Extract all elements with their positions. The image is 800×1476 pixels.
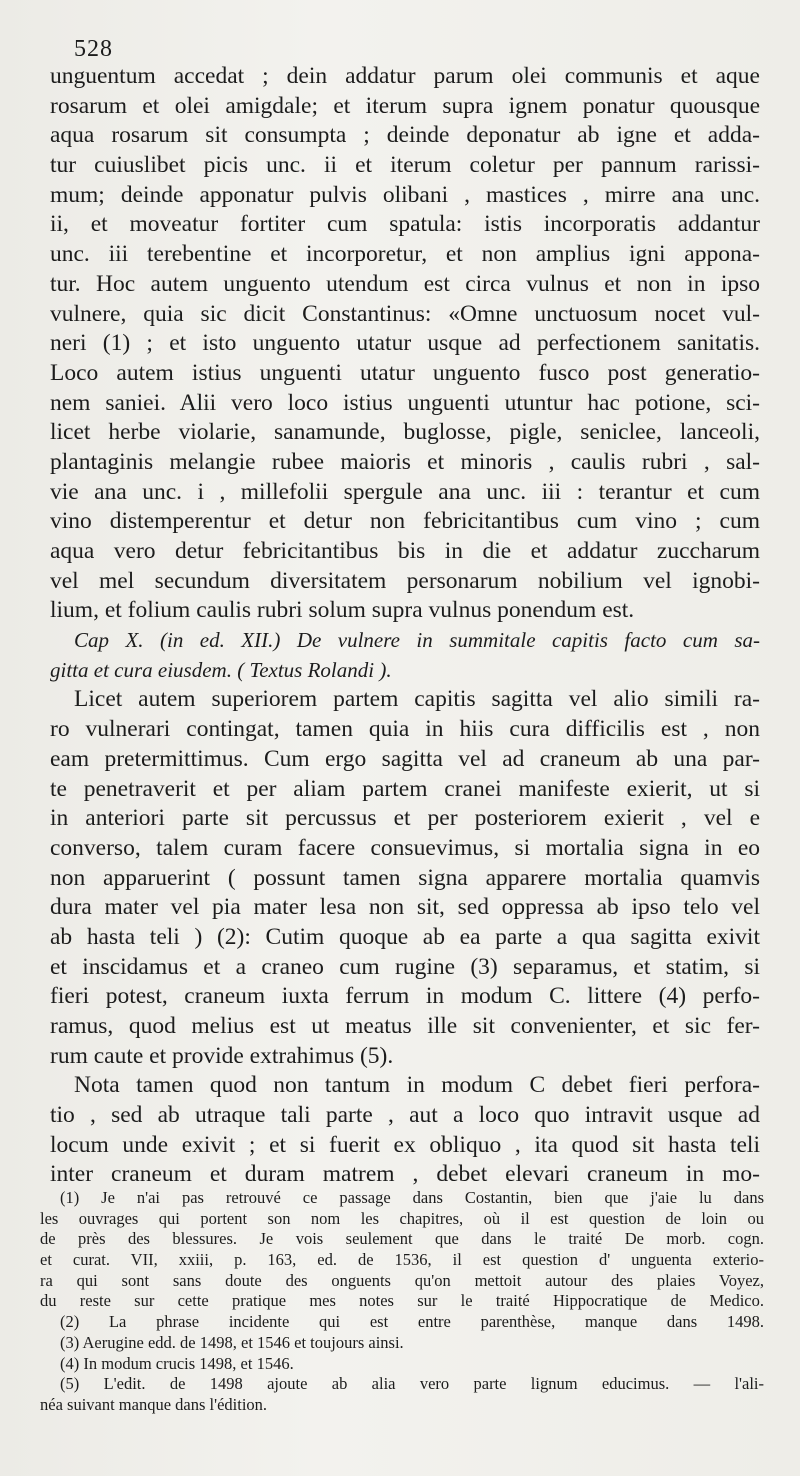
footnote-line: (1) Je n'ai pas retrouvé ce passage dans Costantin, bien que j'aie lu dans <box>60 1188 764 1207</box>
footnote-line: (2) La phrase incidente qui est entre parenthèse, manque dans 1498. <box>60 1312 764 1332</box>
footnote-line: les ouvrages qui portent son nom les chapitres, où il est question de loin ou <box>40 1208 764 1228</box>
text-line: ro vulnerari contingat, tamen quia in hiis cura difficilis est , non <box>50 716 760 743</box>
text-line: aqua vero detur febricitantibus bis in die et addatur zuccharum <box>50 538 760 564</box>
text-line: vino distemperentur et detur non febricitantibus cum vino ; cum <box>50 508 760 535</box>
text-line: fieri potest, craneum iuxta ferrum in modum C. littere (4) perfo- <box>50 983 760 1010</box>
footnote-line: de près des blessures. Je vois seulement que dans le traité De morb. cogn. <box>40 1229 764 1249</box>
text-line: rum caute et provide extrahimus (5). <box>50 1042 394 1069</box>
text-line: ramus, quod melius est ut meatus ille sit convenienter, et sic fer- <box>50 1013 760 1039</box>
text-line: ii, et moveatur fortiter cum spatula: istis incorporatis addantur <box>50 211 760 238</box>
footnote-line: néa suivant manque dans l'édition. <box>40 1394 268 1414</box>
text-line: inter craneum et duram matrem , debet elevari craneum in mo- <box>50 1161 760 1188</box>
footnote-line: du reste sur cette pratique mes notes sur le traité Hippocratique de Medico. <box>40 1291 764 1311</box>
text-line: vie ana unc. i , millefolii spergule ana unc. iii : terantur et cum <box>50 478 760 505</box>
footnote-line: ra qui sont sans doute des onguents qu'on mettoit autour des plaies Voyez, <box>40 1270 764 1290</box>
text-line: Loco autem istius unguenti utatur unguento fusco post generatio- <box>50 359 760 386</box>
text-line: te penetraverit et per aliam partem cranei manifeste exierit, ut si <box>50 775 760 802</box>
text-line: licet herbe violarie, sanamunde, buglosse, pigle, seniclee, lanceoli, <box>50 419 760 446</box>
text-line: Nota tamen quod non tantum in modum C debet fieri perfora- <box>74 1072 760 1099</box>
text-line: vulnere, quia sic dicit Constantinus: «Omne unctuosum nocet vul- <box>50 300 760 327</box>
text-line: tio , sed ab utraque tali parte , aut a loco quo intravit usque ad <box>50 1102 760 1129</box>
text-line: aqua rosarum sit consumpta ; deinde deponatur ab igne et adda- <box>50 122 760 149</box>
main-text <box>50 62 760 1190</box>
text-line: eam pretermittimus. Cum ergo sagitta vel ad craneum ab una par- <box>50 745 760 772</box>
text-line: non apparuerint ( possunt tamen signa apparere mortalia quamvis <box>50 864 760 891</box>
text-line: lium, et folium caulis rubri solum supra vulnus ponendum est. <box>50 597 635 624</box>
footnote-line: (5) L'edit. de 1498 ajoute ab alia vero parte lignum educimus. — l'ali- <box>60 1374 764 1394</box>
text-line: vel mel secundum diversitatem personarum nobilium vel ignobi- <box>50 567 760 594</box>
footnote-line: et curat. VII, xxiii, p. 163, ed. de 1536, il est question d' unguenta exterio- <box>40 1250 764 1270</box>
text-line: locum unde exivit ; et si fuerit ex obliquo , ita quod sit hasta teli <box>50 1131 760 1158</box>
footnotes <box>40 1188 764 1416</box>
page-number: 528 <box>74 36 113 62</box>
text-line: in anteriori parte sit percussus et per posteriorem exierit , vel e <box>50 805 760 832</box>
text-line: mum; deinde apponatur pulvis olibani , mastices , mirre ana unc. <box>50 181 760 208</box>
footnote-line: (3) Aerugine edd. de 1498, et 1546 et toujours ainsi. <box>60 1332 404 1352</box>
text-line: et inscidamus et a craneo cum rugine (3) separamus, et statim, si <box>50 953 760 980</box>
text-line: ab hasta teli ) (2): Cutim quoque ab ea parte a qua sagitta exivit <box>50 923 760 950</box>
footnote-line: (4) In modum crucis 1498, et 1546. <box>60 1353 294 1373</box>
text-line: neri (1) ; et isto unguento utatur usque ad perfectionem sanitatis. <box>50 330 760 357</box>
text-line: Licet autem superiorem partem capitis sagitta vel alio simili ra- <box>74 686 760 713</box>
text-line: tur cuiuslibet picis unc. ii et iterum coletur per pannum rarissi- <box>50 152 760 179</box>
text-line: unc. iii terebentine et incorporetur, et non amplius igni appona- <box>50 241 760 268</box>
chapter-heading: gitta et cura eiusdem. ( Textus Rolandi ). <box>50 657 392 682</box>
text-line: plantaginis melangie rubee maioris et minoris , caulis rubri , sal- <box>50 448 760 475</box>
text-line: nem saniei. Alii vero loco istius unguenti utuntur hac potione, sci- <box>50 389 760 416</box>
text-line: dura mater vel pia mater lesa non sit, sed oppressa ab ipso telo vel <box>50 894 760 921</box>
text-line: converso, talem curam facere consuevimus, si mortalia signa in eo <box>50 834 760 861</box>
chapter-heading: Cap X. (in ed. XII.) De vulnere in summitale capitis facto cum sa- <box>74 628 760 653</box>
text-line: rosarum et olei amigdale; et iterum supra ignem ponatur quousque <box>50 92 760 119</box>
text-line: unguentum accedat ; dein addatur parum olei communis et aque <box>50 63 760 89</box>
text-line: tur. Hoc autem unguento utendum est circa vulnus et non in ipso <box>50 270 760 297</box>
